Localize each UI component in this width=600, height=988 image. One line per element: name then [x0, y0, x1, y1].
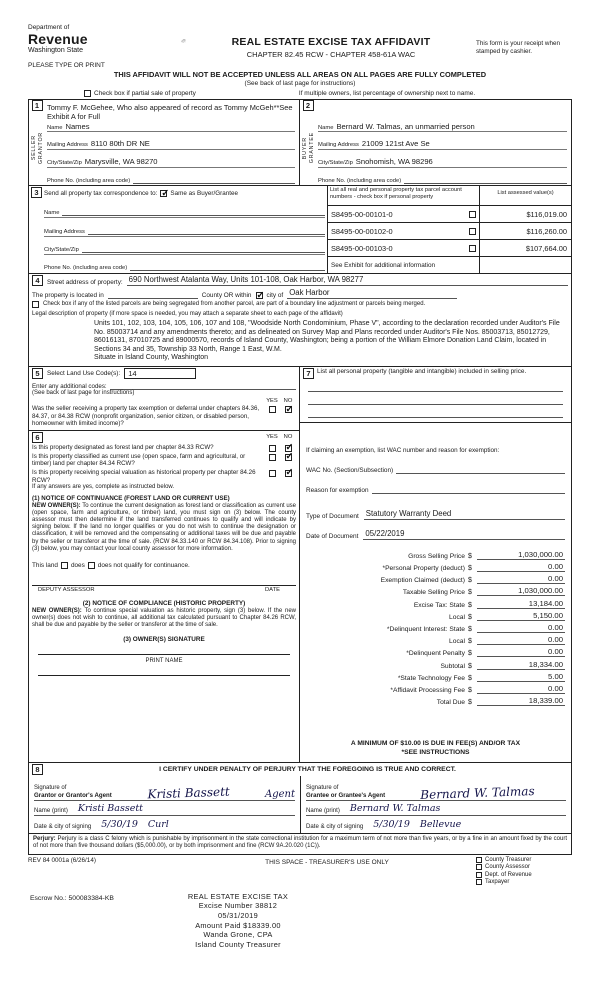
print-name-line[interactable] [38, 664, 290, 676]
county-input[interactable] [108, 290, 198, 299]
city-of-label: city of [266, 292, 284, 299]
financial-label: Local [449, 613, 465, 621]
assessed-header: List assessed value(s) [480, 186, 571, 206]
notice1-body: To continue the current designation as forest land or classification as current use (open space, farm and agriculture, or timber) land, you must sign on (3) below. The county assessor must then determine if the land transferred continues to qualify and will indicate by signing below. If the land no longer qualifies or you do not wish to continue the designation or classification, it will be removed and the compensating or additional taxes will be due and payable by the seller or transferor at the time of sale. (RCW 84.33.140 or RCW 84.34.108). Prior to signing (3) below, you may contact your local county assessor for more information. [32, 502, 297, 552]
agency-name [28, 24, 178, 54]
parcel-header: List all real and personal property tax parcel account numbers - check box if personal property [328, 186, 479, 206]
personal-property-input[interactable] [308, 392, 563, 405]
personal-property-checkbox[interactable] [469, 211, 476, 218]
land-use-section [29, 367, 299, 431]
stamp-line: Amount Paid $18339.00 [195, 920, 281, 930]
dollar-sign: $ [468, 625, 472, 633]
section-6-number: 6 [32, 432, 43, 443]
exemption-claim-note: If claiming an exemption, list WAC number and reason for exemption: [306, 446, 500, 454]
street-address-value: 690 Northwest Atalanta Way, Units 101-108, Oak Harbor, WA 98277 [127, 275, 568, 286]
section-4-number: 4 [32, 275, 43, 286]
section-1-number: 1 [32, 100, 43, 111]
county-assessor-label: County Assessor [485, 864, 531, 871]
grantee-signature: Bernard W. Talmas [420, 783, 535, 802]
same-as-buyer-label: Same as Buyer/Grantee [170, 190, 238, 197]
partial-sale-label: Check box if partial sale of property [94, 90, 196, 97]
does-not-label: does not qualify for continuance. [97, 561, 190, 569]
print-name-heading: PRINT NAME [145, 658, 183, 665]
dor-logo-block [28, 24, 186, 69]
dollar-sign: $ [468, 638, 472, 646]
treasurer-stamp [133, 892, 343, 950]
financial-row [306, 633, 565, 645]
corr-phone-label: Phone No. (including area code) [44, 265, 128, 271]
assessed-value: $116,019.00 [526, 209, 567, 219]
taxpayer-label: Taxpayer [485, 879, 510, 886]
grantor-agent-note: Agent [265, 788, 295, 800]
land-use-code-input[interactable]: 14 [124, 368, 196, 379]
grantee-date-value: 5/30/19 [373, 818, 410, 830]
deferral-yes-checkbox[interactable] [269, 406, 276, 413]
assessed-row [480, 257, 571, 273]
buyer-mailing-value: 21009 121st Ave Se [361, 139, 430, 148]
financial-value: 18,339.00 [477, 696, 565, 706]
grantee-city-value: Bellevue [419, 818, 462, 830]
multiple-owners-note: If multiple owners, list percentage of ownership next to name. [298, 90, 476, 97]
financial-value: 13,184.00 [477, 599, 565, 609]
section-5-number: 5 [32, 368, 43, 379]
financial-label: Subtotal [440, 662, 465, 670]
financial-row [306, 609, 565, 621]
notice-continuance-title: (1) NOTICE OF CONTINUANCE (FOREST LAND OR CURRENT USE) [32, 494, 230, 502]
perjury-text: Perjury is a class C felony which is punishable by imprisonment in the state correctional institution for a maximum term of not more than five years, or by a fine in an amount fixed by the court of not more than five thousand dollars ($5,000.00), or by both imprisonment and fine (RCW 9A.20.020 (1C)). [33, 835, 567, 850]
current-use-yes-checkbox[interactable] [269, 454, 276, 461]
county-treasurer-checkbox[interactable] [476, 857, 482, 863]
additional-codes-input[interactable] [110, 381, 296, 390]
historic-no-checkbox[interactable] [285, 470, 292, 477]
financial-row [306, 670, 565, 682]
deputy-assessor-label: DEPUTY ASSESSOR [38, 586, 95, 593]
does-label: does [70, 561, 85, 569]
doc-date-label: Date of Document [306, 532, 359, 540]
reason-input[interactable] [372, 485, 565, 494]
warning-sub: (See back of last page for instructions) [244, 80, 356, 87]
dollar-sign: $ [468, 565, 472, 573]
perjury-notice [29, 834, 571, 854]
grantor-sig-label1: Signature of [34, 785, 67, 792]
dept-of-revenue-label: Dept. of Revenue [485, 871, 532, 878]
minimum-note: A MINIMUM OF $10.00 IS DUE IN FEE(S) AND/OR TAX [350, 739, 521, 747]
parcel-row [328, 223, 479, 240]
financial-row [306, 682, 565, 694]
dollar-sign: $ [468, 662, 472, 670]
property-location-section [29, 274, 571, 367]
grantee-name-label: Name (print) [306, 806, 340, 814]
grantor-name-value: Kristi Bassett [77, 802, 143, 814]
dollar-sign: $ [468, 552, 472, 560]
buyer-side-label: BUYER [301, 136, 308, 160]
deputy-assessor-signature-line[interactable] [32, 575, 296, 586]
financial-value: 1,030,000.00 [477, 550, 565, 560]
grantor-name-label: Name (print) [34, 806, 68, 814]
seller-mailing-label: Mailing Address [47, 142, 88, 148]
financial-value: 5.00 [477, 672, 565, 682]
parcel-number: S8495-00-00102-0 [331, 226, 393, 236]
seller-phone-label: Phone No. (including area code) [47, 178, 131, 184]
financial-row [306, 694, 565, 706]
financial-value: 0.00 [477, 623, 565, 633]
financial-row [306, 584, 565, 596]
notice1-lead: NEW OWNER(S): [32, 502, 81, 509]
parcel-row [328, 240, 479, 257]
corr-mailing-input[interactable] [88, 226, 325, 235]
does-checkbox[interactable] [61, 562, 68, 569]
corr-city-input[interactable] [82, 244, 325, 253]
grantee-signature-block [300, 776, 571, 833]
stamp-line: REAL ESTATE EXCISE TAX [187, 891, 289, 901]
segregated-checkbox[interactable] [32, 301, 39, 308]
financial-value: 1,030,000.00 [477, 586, 565, 596]
yes-header: YES [266, 398, 278, 405]
yes-header: YES [266, 434, 278, 441]
classification-section [29, 431, 299, 762]
financial-summary [306, 548, 565, 706]
deferral-no-checkbox[interactable] [285, 406, 292, 413]
legal-description [94, 320, 568, 363]
buyer-city-label: City/State/Zip [318, 160, 353, 166]
financial-value: 0.00 [477, 647, 565, 657]
street-address-label: Street address of property: [47, 279, 123, 286]
seller-mailing-value: 8110 80th DR NE [90, 139, 150, 148]
assessed-row [480, 240, 571, 257]
situate-text: Situate in Island County, Washington [94, 354, 209, 362]
financial-label: Taxable Selling Price [402, 589, 465, 597]
reason-label: Reason for exemption [306, 486, 369, 494]
land-use-label: Select Land Use Code(s): [47, 369, 121, 377]
escrow-number [30, 895, 114, 902]
grantor-signature-block [29, 776, 300, 833]
seller-phone-input[interactable] [133, 175, 295, 184]
no-header: NO [283, 398, 293, 405]
section-7-number: 7 [303, 368, 314, 379]
assessed-row [480, 223, 571, 240]
personal-property-input[interactable] [308, 379, 563, 392]
grantor-sig-label2: Grantor or Grantor's Agent [34, 792, 112, 800]
dept-of-revenue-checkbox[interactable] [476, 872, 482, 878]
form-subtitle: CHAPTER 82.45 RCW - CHAPTER 458-61A WAC [246, 50, 416, 59]
grantee-sig-label2: Grantee or Grantee's Agent [306, 792, 386, 800]
parcel-number: S8495-00-00101-0 [331, 209, 393, 219]
partial-sale-checkbox[interactable] [84, 90, 91, 97]
seller-section [29, 100, 300, 185]
historic-question: Is this property receiving special valuation as historical property per chapter 84.26 RCW? [32, 468, 256, 484]
assessed-row [480, 206, 571, 223]
parcel-number: S8495-00-00103-0 [331, 243, 393, 253]
county-assessor-checkbox[interactable] [476, 864, 482, 870]
corr-phone-input[interactable] [130, 262, 325, 271]
perjury-lead: Perjury: [33, 835, 56, 842]
form-header [28, 24, 572, 69]
exhibit-note: See Exhibit for additional information [331, 261, 436, 269]
seller-name-value: Tommy F. McGehee, Who also appeared of record as Tommy McGeh**See Exhibit A for Full [47, 103, 293, 122]
financial-value: 0.00 [477, 635, 565, 645]
seller-side-label: SELLER [30, 135, 37, 161]
notice-compliance-text [32, 608, 296, 630]
financial-label: *State Technology Fee [397, 674, 465, 682]
personal-property-header: List all personal property (tangible and intangible) included in selling price. [317, 367, 527, 375]
financial-label: Gross Selling Price [408, 552, 465, 560]
personal-property-input[interactable] [308, 405, 563, 418]
stamp-line: Wanda Grone, CPA [203, 930, 273, 940]
additional-codes-label: Enter any additional codes: [32, 382, 107, 390]
notice-compliance-title: (2) NOTICE OF COMPLIANCE (HISTORIC PROPERTY) [82, 599, 246, 607]
doc-type-label: Type of Document [306, 512, 359, 520]
section-3-number: 3 [31, 187, 42, 198]
parcel-row [328, 206, 479, 223]
financial-row [306, 645, 565, 657]
segregated-label: Check box if any of the listed parcels are being segregated from another parcel, are part of a boundary line adjustment or parcels being merged. [43, 301, 426, 307]
grantee-name-value: Bernard W. Talmas [349, 802, 441, 814]
grantee-sig-label1: Signature of [306, 785, 339, 792]
see-back-note: (See back of last page for instructions) [32, 389, 135, 396]
buyer-name-label: Name [318, 125, 334, 131]
located-in-label: The property is located in [32, 292, 104, 299]
current-use-no-checkbox[interactable] [285, 454, 292, 461]
corr-city-label: City/State/Zip [44, 246, 79, 253]
financial-label: Total Due [436, 699, 465, 707]
escrow-label: Escrow No.: [30, 894, 67, 902]
form-title: REAL ESTATE EXCISE TAX AFFIDAVIT [231, 36, 431, 48]
same-as-buyer-checkbox[interactable] [160, 190, 167, 197]
buyer-name-value: Bernard W. Talmas, an unmarried person [336, 122, 475, 131]
owner-signature-line[interactable] [38, 643, 290, 655]
doc-date-value: 05/22/2019 [363, 529, 565, 540]
financial-label: Local [449, 638, 465, 646]
grantor-signature: Kristi Bassett [147, 784, 230, 802]
parcel-row [328, 257, 479, 273]
forest-yes-checkbox[interactable] [269, 445, 276, 452]
seller-name-overflow: Names [65, 122, 90, 131]
legal-desc-label: Legal description of property (if more space is needed, you may attach a separate sheet to each page of the affidavit) [32, 310, 343, 317]
financial-label: *Personal Property (deduct) [382, 565, 465, 573]
financial-value: 0.00 [477, 574, 565, 584]
grantee-date-label: Date & city of signing [306, 822, 364, 830]
seller-city-value: Marysville, WA 98270 [84, 157, 158, 166]
corr-mailing-label: Mailing Address [44, 228, 85, 235]
assessed-value: $107,664.00 [525, 243, 567, 253]
financial-value: 0.00 [477, 684, 565, 694]
correspondence-label: Send all property tax correspondence to: [44, 190, 158, 197]
dollar-sign: $ [468, 674, 472, 682]
dollar-sign: $ [468, 601, 472, 609]
personal-property-checkbox[interactable] [469, 228, 476, 235]
county-or-label: County OR within [201, 292, 252, 299]
buyer-phone-label: Phone No. (including area code) [318, 178, 402, 184]
grantor-date-label: Date & city of signing [34, 822, 92, 830]
financial-row [306, 596, 565, 608]
receipt-note: This form is your receipt when stamped by cashier. [476, 40, 560, 56]
assessed-value: $116,260.00 [526, 226, 567, 236]
notice-continuance-text [32, 503, 296, 553]
financial-label: *Delinquent Penalty [406, 650, 465, 658]
if-yes-note: If any answers are yes, complete as instructed below. [32, 484, 175, 491]
historic-yes-checkbox[interactable] [269, 470, 276, 477]
rev-number: REV 84 0001a (6/26/14) [28, 856, 96, 864]
county-treasurer-label: County Treasurer [485, 856, 532, 863]
tax-correspondence-section [29, 186, 571, 274]
certify-statement: I CERTIFY UNDER PENALTY OF PERJURY THAT THE FOREGOING IS TRUE AND CORRECT. [159, 765, 456, 773]
see-instructions-note: *SEE INSTRUCTIONS [401, 748, 470, 756]
dollar-sign: $ [468, 589, 472, 597]
financial-row [306, 572, 565, 584]
escrow-value: 500083384-KB [68, 894, 114, 902]
continuance-pre: This land [32, 561, 58, 569]
dept-of-text: Department of [28, 24, 70, 31]
financial-label: *Affidavit Processing Fee [390, 686, 465, 694]
notice2-lead: NEW OWNER(S): [32, 607, 82, 614]
stamp-line: Island County Treasurer [195, 939, 281, 949]
forest-land-question: Is this property designated as forest land per chapter 84.33 RCW? [32, 443, 214, 451]
date-label: DATE [264, 586, 280, 593]
does-not-checkbox[interactable] [88, 562, 95, 569]
financial-row [306, 560, 565, 572]
financial-value: 18,334.00 [477, 660, 565, 670]
wac-label: WAC No. (Section/Subsection) [306, 466, 394, 474]
financial-value: 5,150.00 [477, 611, 565, 621]
doc-type-value: Statutory Warranty Deed [364, 509, 565, 520]
grantor-city-value: Curl [147, 818, 169, 830]
buyer-phone-input[interactable] [404, 175, 567, 184]
washington-state-text: Washington State [28, 47, 83, 54]
current-use-question: Is this property classified as current use (open space, farm and agricultural, or timber) land per chapter 84.34 RCW? [32, 452, 246, 468]
seller-name-label: Name [47, 125, 63, 131]
personal-property-section [300, 367, 571, 423]
financial-label: Excise Tax: State [413, 601, 465, 609]
form-body [28, 99, 572, 855]
dollar-sign: $ [468, 699, 472, 707]
buyer-city-value: Snohomish, WA 98296 [355, 157, 433, 166]
taxpayer-checkbox[interactable] [476, 879, 482, 885]
corr-name-input[interactable] [62, 207, 325, 216]
city-value: Oak Harbor [287, 288, 457, 299]
please-type-note: PLEASE TYPE OR PRINT [28, 62, 105, 69]
section-8-number: 8 [32, 764, 43, 775]
financial-row [306, 657, 565, 669]
stamp-line: Excise Number 38812 [198, 901, 278, 911]
warning: THIS AFFIDAVIT WILL NOT BE ACCEPTED UNLESS ALL AREAS ON ALL PAGES ARE FULLY COMPLETED [113, 70, 487, 79]
dollar-sign: $ [468, 577, 472, 585]
buyer-section [300, 100, 571, 185]
city-checkbox[interactable] [256, 292, 263, 299]
legal-desc-text: Units 101, 102, 103, 104, 105, 106, 107 and 108, "Woodside North Condominium, Phase V", according to the declaration recorded under Auditor's File No. 85003714 and any amendments thereto; and as delineated on Survey Map and Plans recorded under Auditor's File Nos. 85003713, 85012729, 86016131, 87010725 and 89000570, records of Island County, Washington; being a portion of the William Elmore Donation Land Claim, located in Sections 34 and 35, Township 33 North, Range 1 East, W.M. [94, 320, 560, 353]
financial-row [306, 548, 565, 560]
dollar-sign: $ [468, 686, 472, 694]
grantee-side-label: GRANTEE [308, 132, 315, 164]
dollar-sign: $ [468, 613, 472, 621]
financial-value: 0.00 [477, 562, 565, 572]
stamp-line: 05/31/2019 [218, 910, 258, 920]
grantor-side-label: GRANTOR [37, 132, 44, 164]
buyer-mailing-label: Mailing Address [318, 142, 359, 148]
section-2-number: 2 [303, 100, 314, 111]
financial-label: Exemption Claimed (deduct) [380, 577, 465, 585]
dollar-sign: $ [468, 650, 472, 658]
deferral-question: Was the seller receiving a property tax exemption or deferral under chapters 84.36, 84.37, or 84.38 RCW (nonprofit organization, senior citizen, or disabled person, homeowner with limited income)? [32, 405, 260, 428]
treasurer-space-label: THIS SPACE - TREASURER'S USE ONLY [265, 858, 389, 866]
corr-name-label: Name [44, 210, 60, 217]
financial-label: *Delinquent Interest: State [386, 625, 465, 633]
owner-signature-heading: (3) OWNER(S) SIGNATURE [123, 636, 205, 644]
no-header: NO [283, 434, 293, 441]
personal-property-checkbox[interactable] [469, 245, 476, 252]
notice2-body: To continue special valuation as historic property, sign (3) below. If the new owner(s) does not wish to continue, all additional tax calculated pursuant to Chapter 84.26 RCW, shall be due and payable by the seller or transferor at the time of sale. [32, 607, 296, 629]
distribution-checkboxes [476, 857, 572, 887]
revenue-text: Revenue [28, 31, 88, 47]
grantor-date-value: 5/30/19 [101, 818, 138, 830]
certification-section [29, 763, 571, 834]
wac-input[interactable] [396, 465, 565, 474]
seller-city-label: City/State/Zip [47, 160, 82, 166]
financial-row [306, 621, 565, 633]
